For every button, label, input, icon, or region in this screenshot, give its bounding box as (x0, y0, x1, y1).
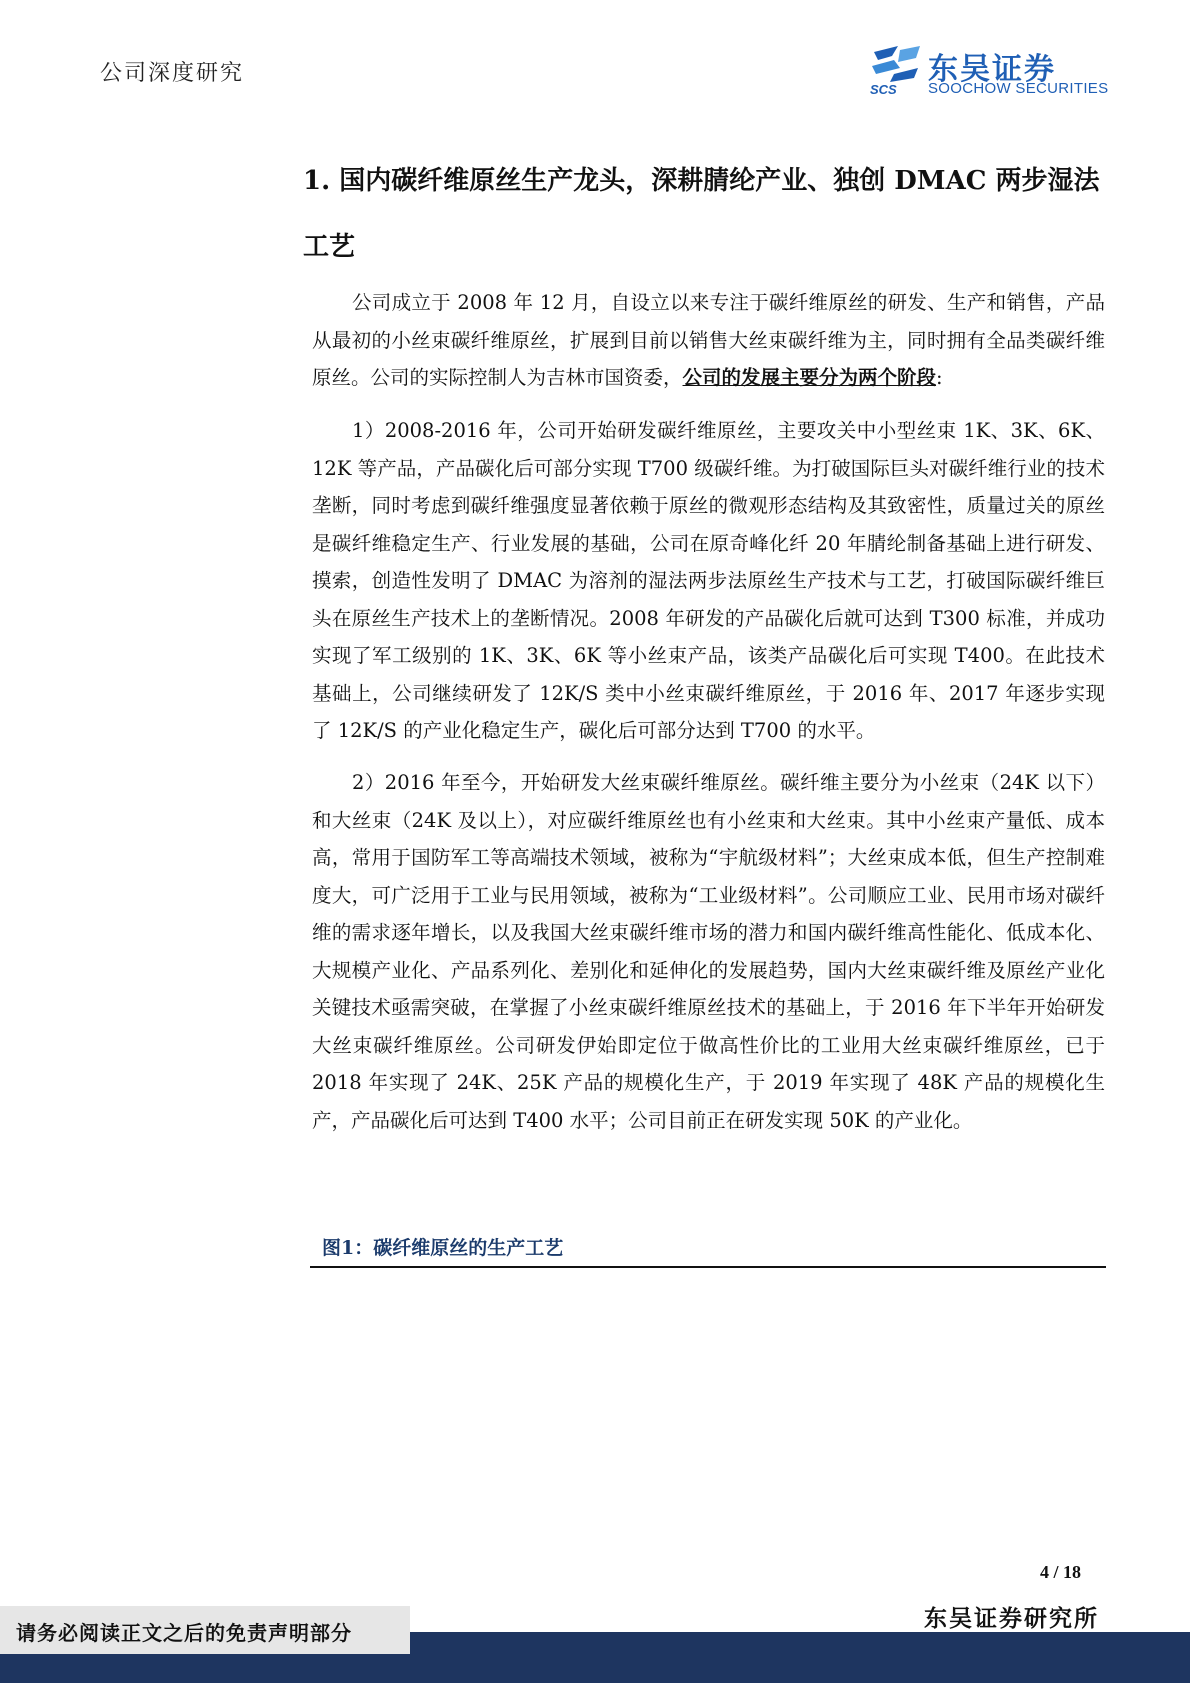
section-heading: 1. 国内碳纤维原丝生产龙头，深耕腈纶产业、独创 DMAC 两步湿法工艺 (303, 166, 1100, 262)
figure-caption: 图1：碳纤维原丝的生产工艺 (322, 1237, 564, 1259)
logo-english-name: SOOCHOW SECURITIES (928, 80, 1109, 97)
paragraph-stage-one: 1）2008-2016 年，公司开始研发碳纤维原丝，主要攻关中小型丝束 1K、3K、6K、12K 等产品，产品碳化后可部分实现 T700 级碳纤维。为打破国际巨头对碳纤维行业的技术垄断，同时考虑到碳纤维强度显著依赖于原丝的微观形态结构及其致密性，质量过关的原丝是碳纤维稳定生产、行业发展的基础，公司在原奇峰化纤 20 年腈纶制备基础上进行研发、摸索，创造性发明了 DMAC 为溶剂的湿法两步法原丝生产技术与工艺，打破国际碳纤维巨头在原丝生产技术上的垄断情况。2008 年研发的产品碳化后就可达到 T300 标准，并成功实现了军工级别的 1K、3K、6K 等小丝束产品，该类产品碳化后可实现 T400。在此技术基础上，公司继续研发了 12K/S 类中小丝束碳纤维原丝，于 2016 年、2017 年逐步实现了 12K/S 的产业化稳定生产，碳化后可部分达到 T700 的水平。 (312, 419, 1105, 742)
paragraph-company-overview (312, 284, 1105, 397)
figure-divider (310, 1266, 1106, 1268)
paragraph-tail: : (936, 366, 943, 389)
page-number: 4 / 18 (1040, 1562, 1082, 1582)
paragraph-text: 公司成立于 2008 年 12 月，自设立以来专注于碳纤维原丝的研发、生产和销售，产品从最初的小丝束碳纤维原丝，扩展到目前以销售大丝束碳纤维为主，同时拥有全品类碳纤维原丝。公司的实际控制人为吉林市国资委， (312, 291, 1105, 389)
logo-chinese-name: 东吴证券 (928, 52, 1056, 87)
company-logo (868, 44, 1109, 100)
footer-institute: 东吴证券研究所 (924, 1605, 1099, 1632)
paragraph-stage-two: 2）2016 年至今，开始研发大丝束碳纤维原丝。碳纤维主要分为小丝束（24K 以下）和大丝束（24K 及以上），对应碳纤维原丝也有小丝束和大丝束。其中小丝束产量低、成本高，常用于国防军工等高端技术领域，被称为“宇航级材料”；大丝束成本低，但生产控制难度大，可广泛用于工业与民用领域，被称为“工业级材料”。公司顺应工业、民用市场对碳纤维的需求逐年增长，以及我国大丝束碳纤维市场的潜力和国内碳纤维高性能化、低成本化、大规模产业化、产品系列化、差别化和延伸化的发展趋势，国内大丝束碳纤维及原丝产业化关键技术亟需突破，在掌握了小丝束碳纤维原丝技术的基础上，于 2016 年下半年开始研发大丝束碳纤维原丝。公司研发伊始即定位于做高性价比的工业用大丝束碳纤维原丝，已于 2018 年实现了 24K、25K 产品的规模化生产，于 2019 年实现了 48K 产品的规模化生产，产品碳化后可达到 T400 水平；公司目前正在研发实现 50K 的产业化。 (312, 771, 1105, 1132)
footer-disclaimer: 请务必阅读正文之后的免责声明部分 (16, 1621, 352, 1645)
emphasis-development-stages: 公司的发展主要分为两个阶段 (682, 366, 937, 389)
soochow-logo-icon (868, 44, 924, 84)
header-title: 公司深度研究 (100, 61, 245, 86)
logo-abbreviation: SCS (870, 82, 897, 97)
